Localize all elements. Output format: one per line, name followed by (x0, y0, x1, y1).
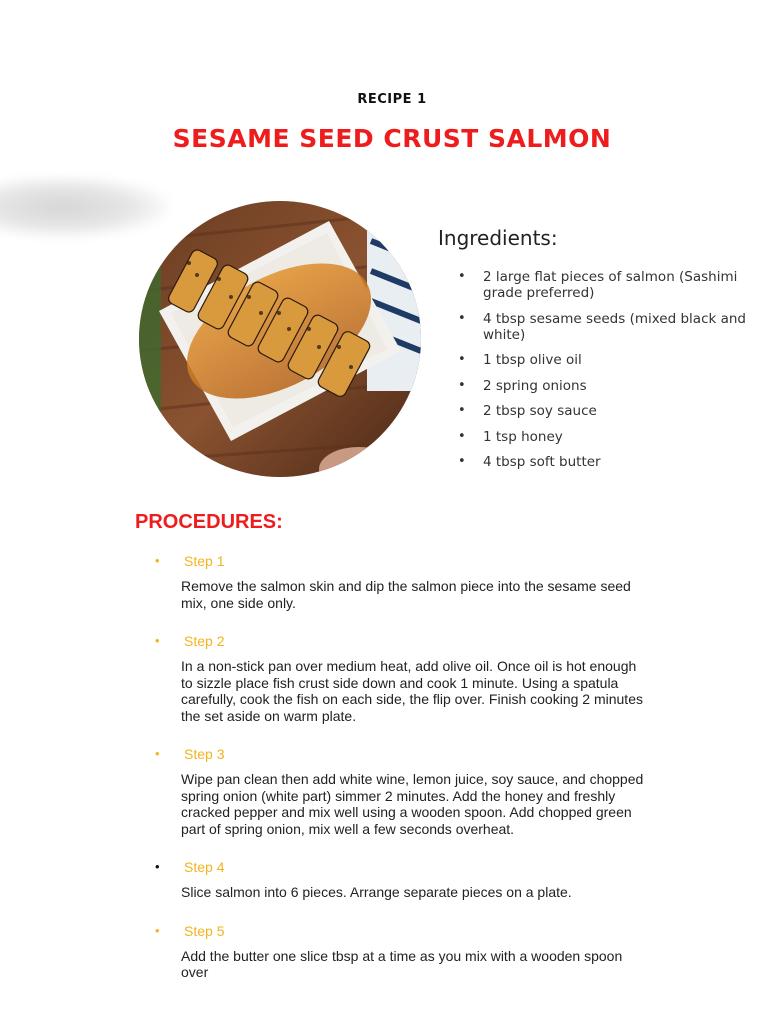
bullet-icon: • (155, 859, 160, 874)
procedure-step (155, 632, 655, 724)
ingredient-item: • 4 tbsp soft butter (458, 454, 758, 470)
bullet-icon: • (155, 633, 160, 648)
step-heading (155, 632, 655, 650)
bullet-icon: • (155, 922, 160, 938)
step-heading (155, 552, 655, 570)
step-heading (155, 922, 655, 940)
ingredient-item: • 4 tbsp sesame seeds (mixed black and white) (458, 311, 758, 343)
ingredient-item: • 1 tsp honey (458, 429, 758, 445)
procedure-step (155, 745, 655, 837)
step-text: Wipe pan clean then add white wine, lemon juice, soy sauce, and chopped spring onion (white part) simmer 2 minutes. Add the honey and freshly cracked pepper and mix well using a wooden spoon. Add chopped green part of spring onion, mix well a few seconds overheat. (181, 771, 644, 837)
procedure-steps (155, 552, 655, 987)
procedure-step (155, 552, 655, 611)
ingredients-heading: Ingredients: (438, 226, 558, 250)
step-text: In a non-stick pan over medium heat, add olive oil. Once oil is hot enough to sizzle place fish crust side down and cook 1 minute. Using a spatula carefully, cook the fish on each side, the flip over. Finish cooking 2 minutes the set aside on warm plate. (181, 658, 643, 724)
procedure-step (155, 922, 655, 980)
ingredient-item: • 2 tbsp soy sauce (458, 403, 758, 419)
step-label: Step 3 (184, 746, 225, 762)
procedures-heading: PROCEDURES: (135, 511, 283, 533)
step-text: Add the butter one slice tbsp at a time as you mix with a wooden spoon over (181, 947, 623, 980)
ingredient-item: • 2 spring onions (458, 378, 758, 394)
bullet-icon: • (155, 746, 160, 761)
step-label: Step 1 (184, 553, 225, 569)
step-heading (155, 858, 655, 876)
ingredients-list (458, 269, 758, 480)
step-label: Step 2 (184, 633, 225, 649)
step-heading (155, 745, 655, 763)
bullet-icon: • (155, 553, 160, 568)
salmon-dish-photo (139, 201, 421, 477)
recipe-number-label: RECIPE 1 (357, 92, 427, 107)
step-label: Step 4 (184, 859, 225, 875)
ingredient-item: • 2 large flat pieces of salmon (Sashimi grade preferred) (458, 269, 758, 301)
ingredient-item: • 1 tbsp olive oil (458, 352, 758, 368)
step-text: Remove the salmon skin and dip the salmon piece into the sesame seed mix, one side only. (181, 578, 631, 611)
procedure-step (155, 858, 655, 901)
step-text: Slice salmon into 6 pieces. Arrange separate pieces on a plate. (181, 884, 572, 900)
step-label: Step 5 (184, 922, 225, 939)
recipe-title: SESAME SEED CRUST SALMON (172, 124, 612, 153)
